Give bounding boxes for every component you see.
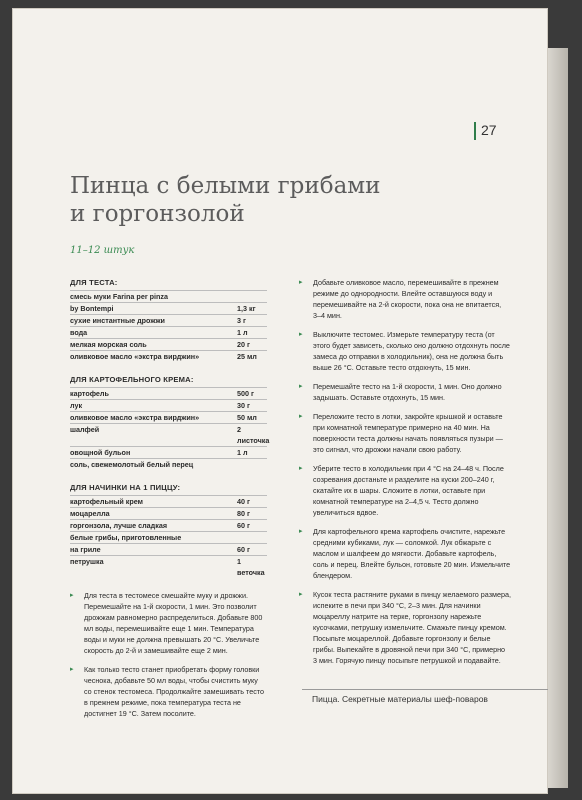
ingredient-name: горгонзола, лучше сладкая xyxy=(70,521,168,530)
ingredient-row xyxy=(70,531,267,543)
ingredients-dough xyxy=(70,277,267,362)
ingredient-name: белые грибы, приготовленные xyxy=(70,533,182,542)
recipe-title-line-2: и горгонзолой xyxy=(70,201,245,227)
page-number: 27 xyxy=(481,122,497,138)
ingredient-qty: 50 мл xyxy=(237,413,257,422)
arrow-icon: ▸ xyxy=(299,331,303,338)
recipe-title-line-1: Пинца с белыми грибами xyxy=(70,173,381,199)
ingredient-row xyxy=(70,555,267,578)
ingredient-row xyxy=(70,495,267,507)
arrow-icon: ▸ xyxy=(299,591,303,598)
ingredient-name: овощной бульон xyxy=(70,448,131,457)
ingredient-row xyxy=(70,338,267,350)
arrow-icon: ▸ xyxy=(299,465,303,472)
step-text: Переложите тесто в лотки, закройте крышкой и оставьте при комнатной температуре примерно на 40 мин. На поверхности теста должны начать появляться пузыри — это сигнал, что дрожжи начали свою работу. xyxy=(313,412,503,454)
section-heading: ДЛЯ КАРТОФЕЛЬНОГО КРЕМА: xyxy=(70,375,194,384)
ingredient-row xyxy=(70,507,267,519)
ingredient-row xyxy=(70,519,267,531)
method-step xyxy=(299,381,511,403)
arrow-icon: ▸ xyxy=(299,279,303,286)
ingredient-name: оливковое масло «экстра вирджин» xyxy=(70,352,200,361)
footer-divider xyxy=(302,689,550,690)
ingredient-name: by Bontempi xyxy=(70,304,114,313)
servings: 11–12 штук xyxy=(70,245,135,256)
book-page xyxy=(12,8,548,794)
arrow-icon: ▸ xyxy=(299,528,303,535)
running-footer: Пицца. Секретные материалы шеф-поваров xyxy=(312,694,488,704)
ingredient-row xyxy=(70,387,267,399)
ingredient-qty: 80 г xyxy=(237,509,250,518)
ingredient-name: на гриле xyxy=(70,545,101,554)
step-text: Кусок теста растяните руками в пинцу желаемого размера, испеките в печи при 340 °С, 2–3 мин. Для начинки моцареллу натрите на терке, горгонзолу нарежьте кусочками, петрушку измельчите. Смажьте пинцу кремом. Посыпьте моцареллой. Добавьте горгонзолу и белые грибы. Выпекайте в дровяной печи при 340 °С, примерно 3 мин. Горячую пинцу посыпьте петрушкой и подавайте. xyxy=(313,590,511,665)
method-step xyxy=(299,589,511,666)
section-heading: ДЛЯ НАЧИНКИ НА 1 ПИЦЦУ: xyxy=(70,483,181,492)
ingredient-name: смесь муки Farina per pinza xyxy=(70,292,168,301)
right-column xyxy=(299,277,511,674)
step-text: Перемешайте тесто на 1-й скорости, 1 мин. Оно должно задышать. Оставьте отдохнуть, 15 мин. xyxy=(313,382,502,402)
ingredient-row xyxy=(70,290,267,302)
step-text: Добавьте оливковое масло, перемешивайте в прежнем режиме до однородности. Влейте оставшуюся воду и перемешивайте на 2-й скорости, пока она не впитается, 3–4 мин. xyxy=(313,278,502,320)
ingredient-row xyxy=(70,399,267,411)
method-step xyxy=(299,526,511,581)
method-step xyxy=(299,329,511,373)
ingredient-name: вода xyxy=(70,328,88,337)
ingredient-qty xyxy=(237,532,267,543)
ingredient-name: моцарелла xyxy=(70,509,110,518)
step-text: Для картофельного крема картофель очистите, нарежьте средними кубиками, лук — соломкой. Лук обжарьте с маслом и шалфеем до мягкости. Добавьте картофель, соль и перец. Влейте бульон, готовьте 20 мин. Измельчите блендером. xyxy=(313,527,511,580)
ingredient-name: сухие инстантные дрожжи xyxy=(70,316,165,325)
ingredient-row xyxy=(70,446,267,458)
ingredient-row xyxy=(70,423,270,446)
ingredient-qty: 500 г xyxy=(237,389,254,398)
ingredient-qty: 2 листочка xyxy=(237,425,270,445)
ingredient-qty: 3 г xyxy=(237,316,246,325)
ingredient-row xyxy=(70,411,267,423)
page-number-bar xyxy=(474,122,476,140)
ingredient-row xyxy=(70,350,267,362)
ingredient-qty: 60 г xyxy=(237,545,250,554)
ingredient-qty: 1,3 кг xyxy=(237,304,256,313)
ingredient-qty: 1 л xyxy=(237,328,248,337)
ingredient-qty: 30 г xyxy=(237,401,250,410)
ingredient-row xyxy=(70,314,267,326)
arrow-icon: ▸ xyxy=(70,666,74,673)
left-column xyxy=(70,277,270,727)
ingredient-name: картофель xyxy=(70,389,109,398)
section-heading: ДЛЯ ТЕСТА: xyxy=(70,278,118,287)
ingredient-name: соль, свежемолотый белый перец xyxy=(70,460,194,469)
arrow-icon: ▸ xyxy=(70,592,74,599)
method-step xyxy=(299,463,511,518)
ingredients-topping xyxy=(70,482,267,578)
method-step xyxy=(299,411,511,455)
ingredient-row xyxy=(70,458,267,470)
step-text: Уберите тесто в холодильник при 4 °С на 24–48 ч. После созревания достаньте и разделите на куски 200–240 г, скатайте их в шары. Сложите в лотки, оставьте при комнатной температуре на 2–4,5 ч. Тесто должно увеличиться вдвое. xyxy=(313,464,504,517)
ingredient-row xyxy=(70,543,267,555)
ingredient-qty: 60 г xyxy=(237,521,250,530)
step-text: Для теста в тестомесе смешайте муку и дрожжи. Перемешайте на 1-й скорости, 1 мин. Это позволит дрожжам равномерно распределиться. Добавьте 800 мл воды, перемешивайте еще 1 мин. Температура воды и муки не должна превышать 20 °С. Увеличьте скорость до 2-й и замешивайте еще 2 мин. xyxy=(84,591,263,655)
ingredient-name: оливковое масло «экстра вирджин» xyxy=(70,413,200,422)
ingredient-qty xyxy=(237,459,267,470)
ingredient-name: петрушка xyxy=(70,557,104,566)
ingredient-qty xyxy=(237,291,267,302)
method-step xyxy=(70,664,267,719)
ingredient-name: мелкая морская соль xyxy=(70,340,147,349)
ingredient-name: шалфей xyxy=(70,425,100,434)
step-text: Выключите тестомес. Измерьте температуру теста (от этого будет зависеть, сколько оно должно отдохнуть после замеса до отправки в холодильник), она не должна быть выше 26 °С. Оставьте тесто отдохнуть, 15 мин. xyxy=(313,330,510,372)
ingredient-row xyxy=(70,302,267,314)
method-step xyxy=(70,590,267,656)
ingredients-potato-cream xyxy=(70,374,270,470)
ingredient-qty: 40 г xyxy=(237,497,250,506)
ingredient-qty: 1 веточка xyxy=(237,557,265,577)
ingredient-row xyxy=(70,326,267,338)
arrow-icon: ▸ xyxy=(299,383,303,390)
ingredient-name: лук xyxy=(70,401,83,410)
arrow-icon: ▸ xyxy=(299,413,303,420)
ingredient-name: картофельный крем xyxy=(70,497,143,506)
method-step xyxy=(299,277,511,321)
recipe-title xyxy=(70,172,490,228)
ingredient-qty: 20 г xyxy=(237,340,250,349)
ingredient-qty: 1 л xyxy=(237,448,248,457)
ingredient-qty: 25 мл xyxy=(237,352,257,361)
step-text: Как только тесто станет приобретать форму головки чеснока, добавьте 50 мл воды, чтобы счистить муку со стенок тестомеса. Продолжайте замешивать тесто в прежнем режиме, пока температура теста не достигнет 19 °С. Затем посолите. xyxy=(84,665,265,718)
